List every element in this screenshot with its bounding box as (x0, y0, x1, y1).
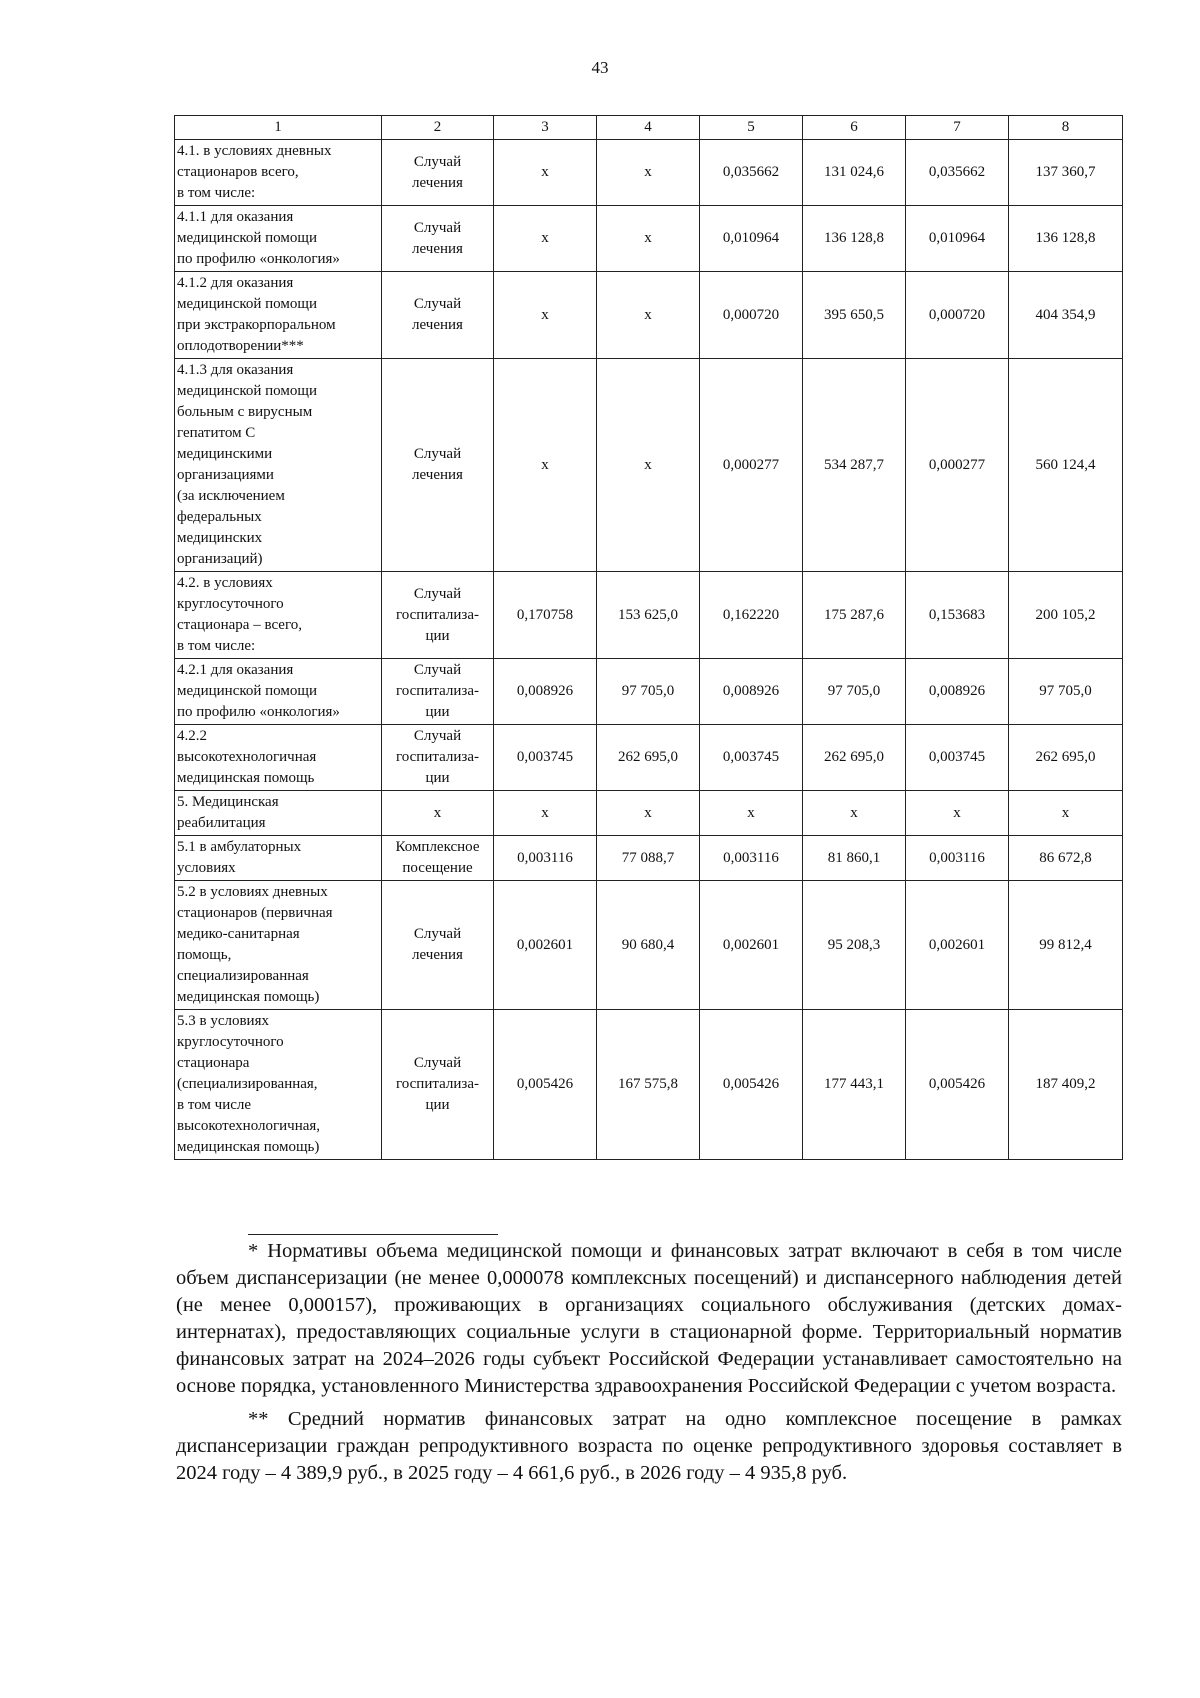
row-label-line: медицинская помощь (177, 770, 315, 786)
row-label-line: круглосуточного (177, 596, 284, 612)
value-cell: 0,003116 (494, 836, 597, 881)
row-label-line: круглосуточного (177, 1034, 284, 1050)
row-label-line: стационара (177, 1055, 250, 1071)
value-cell: 0,003745 (906, 725, 1009, 791)
value-cell: 81 860,1 (803, 836, 906, 881)
value-cell: 0,005426 (906, 1010, 1009, 1160)
unit-line: Случай (413, 446, 462, 462)
row-label-line: высокотехнологичная (177, 749, 317, 765)
unit-line: госпитализа- (396, 606, 479, 623)
row-label-line: в том числе: (177, 185, 256, 201)
value-cell: 167 575,8 (597, 1010, 700, 1160)
row-label-line: условиях (177, 860, 236, 876)
value-cell: x (597, 272, 700, 359)
unit-line: Случай (413, 1055, 462, 1071)
value-cell: 0,003745 (494, 725, 597, 791)
unit-cell (382, 1010, 494, 1160)
unit-line: Комплексное (395, 839, 480, 855)
unit-cell (382, 881, 494, 1010)
value-cell: x (494, 140, 597, 206)
row-label-cell (175, 881, 382, 1010)
value-cell: x (597, 206, 700, 272)
value-cell: 153 625,0 (597, 572, 700, 659)
row-label-line: 4.2.2 (177, 728, 207, 744)
row-label-line: медицинскими (177, 446, 273, 462)
value-cell: 0,005426 (700, 1010, 803, 1160)
row-label-line: 4.1. в условиях дневных (177, 143, 332, 159)
value-cell: 395 650,5 (803, 272, 906, 359)
value-cell: 262 695,0 (597, 725, 700, 791)
unit-line: ции (425, 627, 450, 644)
value-cell: x (597, 791, 700, 836)
row-label-cell (175, 140, 382, 206)
value-cell: 175 287,6 (803, 572, 906, 659)
value-cell: 560 124,4 (1009, 359, 1123, 572)
unit-line: посещение (402, 860, 473, 876)
value-cell: 0,035662 (700, 140, 803, 206)
row-label-cell (175, 359, 382, 572)
value-cell: 136 128,8 (1009, 206, 1123, 272)
value-cell: 262 695,0 (1009, 725, 1123, 791)
column-header: 3 (494, 116, 597, 140)
row-label-line: при экстракорпоральном (177, 317, 336, 333)
unit-line: лечения (412, 467, 463, 483)
row-label-line: специализированная (177, 968, 309, 984)
value-cell: 0,008926 (494, 659, 597, 725)
value-cell: 262 695,0 (803, 725, 906, 791)
row-label-line: больным с вирусным (177, 404, 313, 420)
row-label-line: 5. Медицинская (177, 794, 279, 810)
unit-line: Случай (413, 153, 462, 170)
column-header: 7 (906, 116, 1009, 140)
row-label-line: помощь, (177, 947, 232, 963)
table-row (175, 1010, 1123, 1160)
value-cell: 0,008926 (906, 659, 1009, 725)
value-cell: x (803, 791, 906, 836)
row-label-line: по профилю «онкология» (177, 704, 340, 720)
value-cell: 0,005426 (494, 1010, 597, 1160)
unit-cell (382, 836, 494, 881)
row-label-line: медицинской помощи (177, 296, 317, 312)
value-cell: x (597, 140, 700, 206)
value-cell: x (494, 791, 597, 836)
value-cell: 0,002601 (906, 881, 1009, 1010)
column-header: 8 (1009, 116, 1123, 140)
row-label-line: 4.1.2 для оказания (177, 275, 294, 291)
row-label-cell (175, 272, 382, 359)
value-cell: 0,000720 (906, 272, 1009, 359)
unit-line: госпитализа- (396, 1076, 479, 1092)
value-cell: 0,010964 (700, 206, 803, 272)
unit-line: Случай (413, 728, 462, 744)
row-label-cell (175, 1010, 382, 1160)
row-label-line: 4.1.1 для оказания (177, 209, 294, 225)
column-header: 1 (175, 116, 382, 140)
unit-line: лечения (412, 317, 463, 333)
unit-line: Случай (413, 926, 462, 942)
row-label-line: федеральных (177, 509, 262, 525)
row-label-line: медицинской помощи (177, 683, 317, 699)
row-label-line: медицинской помощи (177, 383, 317, 399)
row-label-line: организаций) (177, 551, 263, 567)
column-header: 4 (597, 116, 700, 140)
unit-cell (382, 359, 494, 572)
row-label-line: 5.1 в амбулаторных (177, 839, 302, 855)
row-label-line: (специализированная, (177, 1076, 318, 1092)
row-label-line: медицинская помощь) (177, 1139, 320, 1155)
page-number: 43 (591, 58, 609, 77)
row-label-line: медицинской помощи (177, 230, 317, 246)
unit-cell (382, 272, 494, 359)
value-cell: 0,000277 (700, 359, 803, 572)
row-label-line: 5.2 в условиях дневных (177, 884, 328, 900)
value-cell: 0,035662 (906, 140, 1009, 206)
unit-line: Случай (413, 296, 462, 312)
unit-cell (382, 140, 494, 206)
value-cell: 534 287,7 (803, 359, 906, 572)
row-label-line: медицинская помощь) (177, 989, 320, 1005)
column-header: 5 (700, 116, 803, 140)
value-cell: x (494, 206, 597, 272)
unit-cell (382, 659, 494, 725)
value-cell: 95 208,3 (803, 881, 906, 1010)
table-row (175, 206, 1123, 272)
table-row (175, 272, 1123, 359)
standards-table (174, 115, 1123, 1160)
value-cell: x (906, 791, 1009, 836)
unit-cell (382, 791, 494, 836)
unit-cell (382, 206, 494, 272)
row-label-cell (175, 725, 382, 791)
unit-line: лечения (412, 174, 463, 191)
row-label-line: гепатитом С (177, 425, 256, 441)
value-cell: 97 705,0 (597, 659, 700, 725)
value-cell: 0,003116 (700, 836, 803, 881)
unit-line: x (433, 804, 442, 821)
value-cell: 137 360,7 (1009, 140, 1123, 206)
value-cell: 0,010964 (906, 206, 1009, 272)
value-cell: 200 105,2 (1009, 572, 1123, 659)
footnotes (176, 1234, 1122, 1487)
value-cell: 99 812,4 (1009, 881, 1123, 1010)
value-cell: 0,008926 (700, 659, 803, 725)
row-label-line: 4.2. в условиях (177, 575, 273, 591)
table-row (175, 572, 1123, 659)
value-cell: 131 024,6 (803, 140, 906, 206)
value-cell: 0,162220 (700, 572, 803, 659)
row-label-line: в том числе (177, 1097, 252, 1113)
unit-line: госпитализа- (396, 749, 479, 765)
value-cell: 136 128,8 (803, 206, 906, 272)
row-label-line: высокотехнологичная, (177, 1118, 321, 1134)
unit-line: госпитализа- (396, 683, 479, 699)
row-label-line: реабилитация (177, 815, 266, 831)
unit-line: ции (425, 770, 450, 786)
table-row (175, 359, 1123, 572)
footnote-2: ** Средний норматив финансовых затрат на одно комплексное посещение в рамках диспансеризации граждан репродуктивного возраста по оценке репродуктивного здоровья составляет в 2024 году – 4 389,9 руб., в 2025 году – 4 661,6 руб., в 2026 году – 4 935,8 руб. (176, 1408, 1122, 1484)
value-cell: 177 443,1 (803, 1010, 906, 1160)
row-label-line: 5.3 в условиях (177, 1013, 269, 1029)
row-label-line: (за исключением (177, 488, 285, 504)
row-label-line: оплодотворении*** (177, 338, 304, 354)
value-cell: 187 409,2 (1009, 1010, 1123, 1160)
value-cell: x (494, 272, 597, 359)
row-label-cell (175, 836, 382, 881)
table-row (175, 659, 1123, 725)
value-cell: 0,153683 (906, 572, 1009, 659)
value-cell: 0,003116 (906, 836, 1009, 881)
unit-line: Случай (413, 585, 462, 602)
value-cell: x (494, 359, 597, 572)
unit-line: лечения (412, 947, 463, 963)
table-row (175, 836, 1123, 881)
row-label-line: в том числе: (177, 638, 256, 654)
row-label-line: по профилю «онкология» (177, 251, 340, 267)
row-label-line: организациями (177, 467, 274, 483)
value-cell: 0,003745 (700, 725, 803, 791)
value-cell: 0,002601 (700, 881, 803, 1010)
column-header: 6 (803, 116, 906, 140)
value-cell: 97 705,0 (803, 659, 906, 725)
row-label-line: 4.2.1 для оказания (177, 662, 294, 678)
value-cell: 0,002601 (494, 881, 597, 1010)
table-header-row (175, 116, 1123, 140)
column-header: 2 (382, 116, 494, 140)
unit-cell (382, 725, 494, 791)
row-label-line: медико-санитарная (177, 926, 300, 942)
row-label-cell (175, 791, 382, 836)
unit-line: ции (425, 704, 450, 720)
table-row (175, 140, 1123, 206)
value-cell: 77 088,7 (597, 836, 700, 881)
value-cell: x (700, 791, 803, 836)
unit-line: лечения (412, 240, 463, 257)
row-label-line: медицинских (177, 530, 263, 546)
value-cell: 0,000720 (700, 272, 803, 359)
value-cell: 404 354,9 (1009, 272, 1123, 359)
row-label-cell (175, 572, 382, 659)
table-row (175, 725, 1123, 791)
unit-cell (382, 572, 494, 659)
row-label-cell (175, 659, 382, 725)
value-cell: 97 705,0 (1009, 659, 1123, 725)
value-cell: 0,000277 (906, 359, 1009, 572)
row-label-cell (175, 206, 382, 272)
row-label-line: стационаров (первичная (177, 905, 333, 921)
table-row (175, 791, 1123, 836)
unit-line: ции (425, 1097, 450, 1113)
unit-line: Случай (413, 662, 462, 678)
row-label-line: 4.1.3 для оказания (177, 362, 294, 378)
value-cell: 90 680,4 (597, 881, 700, 1010)
footnote-divider (248, 1234, 498, 1235)
row-label-line: стационаров всего, (177, 164, 299, 180)
value-cell: x (597, 359, 700, 572)
value-cell: 0,170758 (494, 572, 597, 659)
row-label-line: стационара – всего, (177, 617, 302, 633)
unit-line: Случай (413, 219, 462, 236)
value-cell: 86 672,8 (1009, 836, 1123, 881)
table-row (175, 881, 1123, 1010)
footnote-1: * Нормативы объема медицинской помощи и финансовых затрат включают в себя в том числе объем диспансеризации (не менее 0,000078 комплексных посещений) и диспансерного наблюдения детей (не менее 0,000157), проживающих в организациях социального обслуживания (детских домах-интернатах), предоставляющих социальные услуги в стационарной форме. Территориальный норматив финансовых затрат на 2024–2026 годы субъект Российской Федерации устанавливает самостоятельно на основе порядка, установленного Министерства здравоохранения Российской Федерации с учетом возраста. (176, 1240, 1122, 1397)
value-cell: x (1009, 791, 1123, 836)
